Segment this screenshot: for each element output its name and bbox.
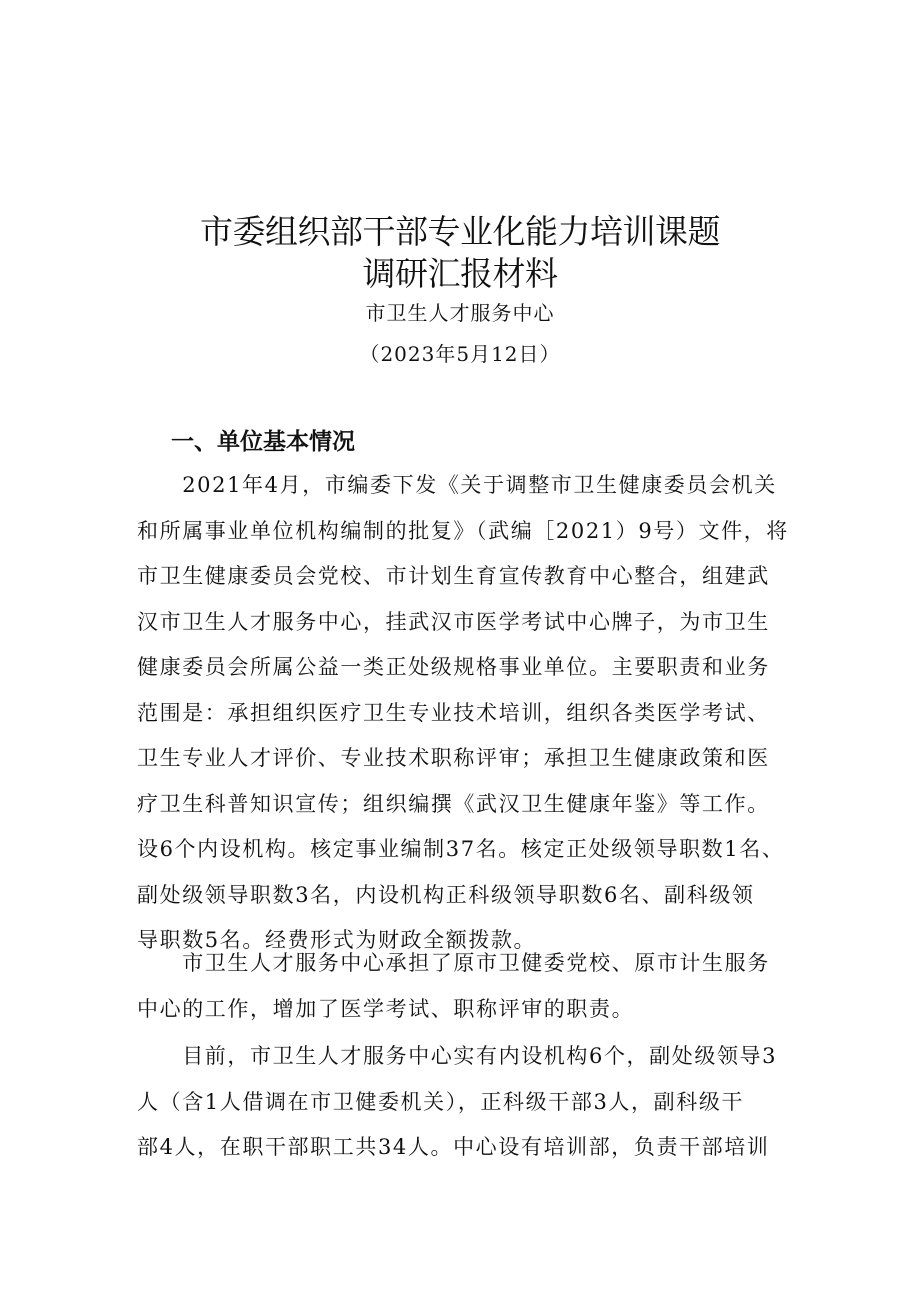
section-heading: 一、单位基本情况 <box>171 429 355 455</box>
paragraph-line: 副处级领导职数3名，内设机构正科级领导职数6名、副科级领 <box>137 882 755 907</box>
paragraph-line: 市卫生健康委员会党校、市计划生育宣传教育中心整合，组建武 <box>137 564 770 588</box>
paragraph-line: 健康委员会所属公益一类正处级规格事业单位。主要职责和业务 <box>137 655 770 679</box>
issuing-unit: 市卫生人才服务中心 <box>365 301 555 325</box>
paragraph-line: 疗卫生科普知识宣传；组织编撰《武汉卫生健康年鉴》等工作。 <box>137 791 770 816</box>
paragraph-2 <box>137 941 795 1032</box>
paragraph-line: 中心的工作，增加了医学考试、职称评审的职责。 <box>137 996 635 1021</box>
paragraph-line: 人（含1人借调在市卫健委机关），正科级干部3人，副科级干 <box>137 1089 745 1114</box>
paragraph-line: 汉市卫生人才服务中心，挂武汉市医学考试中心牌子，为市卫生 <box>137 609 770 634</box>
document-title-line-2: 调研汇报材料 <box>362 254 558 293</box>
paragraph-line: 2021年4月，市编委下发《关于调整市卫生健康委员会机关 <box>137 473 777 497</box>
document-title-line-1: 市委组织部干部专业化能力培训课题 <box>200 212 720 251</box>
paragraph-line: 市卫生人才服务中心承担了原市卫健委党校、原市计生服务 <box>137 951 770 975</box>
paragraph-line: 范围是：承担组织医疗卫生专业技术培训，组织各类医学考试、 <box>137 700 770 725</box>
paragraph-3 <box>137 1034 795 1171</box>
paragraph-line: 和所属事业单位机构编制的批复》（武编［2021）9号）文件，将 <box>137 518 789 543</box>
paragraph-line: 导职数5名。经费形式为财政全额拨款。 <box>137 928 537 952</box>
paragraph-line: 目前，市卫生人才服务中心实有内设机构6个，副处级领导3 <box>137 1044 778 1068</box>
paragraph-line: 卫生专业人才评价、专业技术职称评审；承担卫生健康政策和医 <box>137 746 770 770</box>
document-date: （2023年5月12日） <box>359 342 561 366</box>
paragraph-1 <box>137 463 795 964</box>
paragraph-line: 部4人，在职干部职工共34人。中心设有培训部，负责干部培训 <box>137 1135 770 1159</box>
paragraph-line: 设6个内设机构。核定事业编制37名。核定正处级领导职数1名、 <box>137 837 785 861</box>
